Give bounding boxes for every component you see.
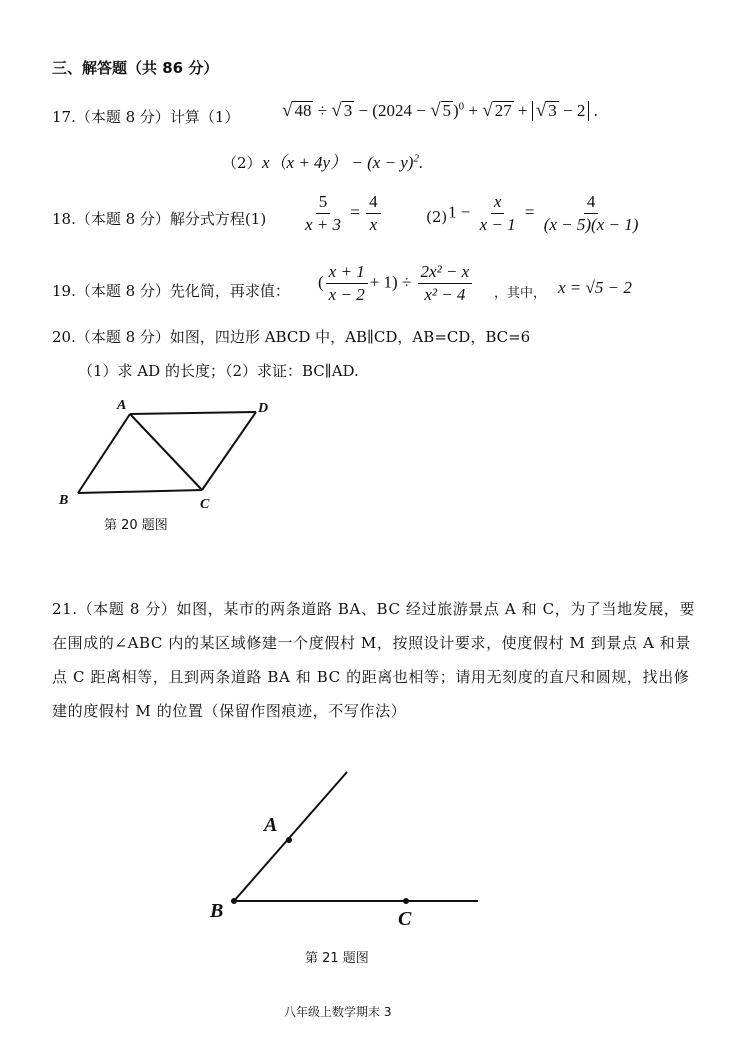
q18-eq2-right-num: 4: [584, 192, 599, 214]
q20-label-d: D: [258, 401, 269, 416]
q18-eq1-right-num: 4: [366, 192, 381, 214]
q17-expression-2: [262, 148, 423, 173]
q17-part2-label: （2）: [222, 154, 262, 172]
q21-text: 21.（本题 8 分）如图，某市的两条道路 BA、BC 经过旅游景点 A 和 C，为了当地发展，要在围成的∠ABC 内的某区域修建一个度假村 M，按照设计要求，使度假村 M 到景点 A 和景点 C 距离相等，且到两条道路 BA 和 BC 的距离也相等；请用无刻度的直尺和圆规，找出修建的度假村 M 的位置（保留作图痕迹，不写作法）: [52, 600, 696, 720]
q18-eq1-right-den: x: [369, 215, 378, 234]
q18-eq1-left-den: x + 3: [305, 215, 342, 234]
q19-expression: ( $\frac{x + 1}{x - 2}$ + 1) ÷ $\frac{\text{2x² − x}}{\text{x² − 4}}$: [318, 262, 474, 305]
segment-bc: [78, 490, 202, 493]
q17-p2-exp: 2: [413, 152, 419, 165]
q17-label: 17.（本题 8 分）计算（1）: [52, 108, 240, 126]
q21-label-b: B: [210, 900, 224, 922]
q19-where: ，其中，: [494, 286, 547, 301]
q21-figure: [200, 762, 500, 937]
q17-p2-end: .: [418, 153, 424, 172]
q19-f2-num: 2x² − x: [418, 262, 473, 284]
q20-caption: 第 20 题图: [104, 518, 168, 533]
q19-f1-den: x − 2: [328, 285, 365, 304]
q20-label-b: B: [59, 493, 69, 508]
q19-plus1: + 1) ÷: [369, 272, 412, 292]
q17-p2-expr: x（x + 4y） − (x − y): [262, 153, 414, 172]
q18-part2-label: (2): [426, 208, 448, 226]
segment-dc: [202, 412, 256, 490]
q18-eq2-left: 1 −: [448, 202, 471, 222]
q18-equation-2: 1 − $\frac{x}{x - 1}$ = $\frac{4}{(x - 5)(x - 1)}$: [448, 192, 643, 235]
q18-eq2-right-den: (x − 5)(x − 1): [543, 215, 639, 234]
q20-label-c: C: [200, 497, 210, 512]
q21-caption: 第 21 题图: [305, 951, 369, 966]
point-c: [403, 898, 409, 904]
section-title: 三、解答题（共 86 分）: [52, 59, 219, 77]
q19-value: x = √5 − 2: [558, 278, 632, 297]
q20-line1: 20.（本题 8 分）如图，四边形 ABCD 中，AB∥CD，AB=CD，BC=6: [52, 328, 531, 346]
q19-f1-num: x + 1: [326, 262, 368, 284]
segment-ac: [130, 414, 202, 490]
q19-label: 19.（本题 8 分）先化简，再求值：: [52, 282, 290, 300]
segment-ad: [130, 412, 256, 414]
segment-ab: [78, 414, 130, 493]
q18-label: 18.（本题 8 分）解分式方程(1): [52, 210, 267, 228]
road-ba: [234, 772, 347, 901]
page-footer: 八年级上数学期末 3: [284, 1005, 392, 1019]
q19-f2-den: x² − 4: [424, 285, 466, 304]
q18-eq1-left-num: 5: [316, 192, 331, 214]
q18-eq2-left-den: x − 1: [479, 215, 516, 234]
point-b: [231, 898, 237, 904]
q21-label-a: A: [264, 814, 278, 836]
q20-figure: [50, 392, 290, 517]
q20-line2: （1）求 AD 的长度；（2）求证：BC∥AD.: [78, 362, 359, 380]
q20-label-a: A: [117, 398, 127, 413]
q18-equation-1: $\frac{5}{x + 3}$ = $\frac{4}{x}$: [300, 192, 383, 235]
point-a: [286, 837, 292, 843]
q21-label-c: C: [398, 908, 412, 930]
q18-eq2-left-num: x: [491, 192, 505, 214]
q17-expression-1: √ 48 ÷ √ 3 − (2024 − √ 5 )$^0$ + √ 27 + √ 3 − 2 .: [282, 100, 598, 121]
